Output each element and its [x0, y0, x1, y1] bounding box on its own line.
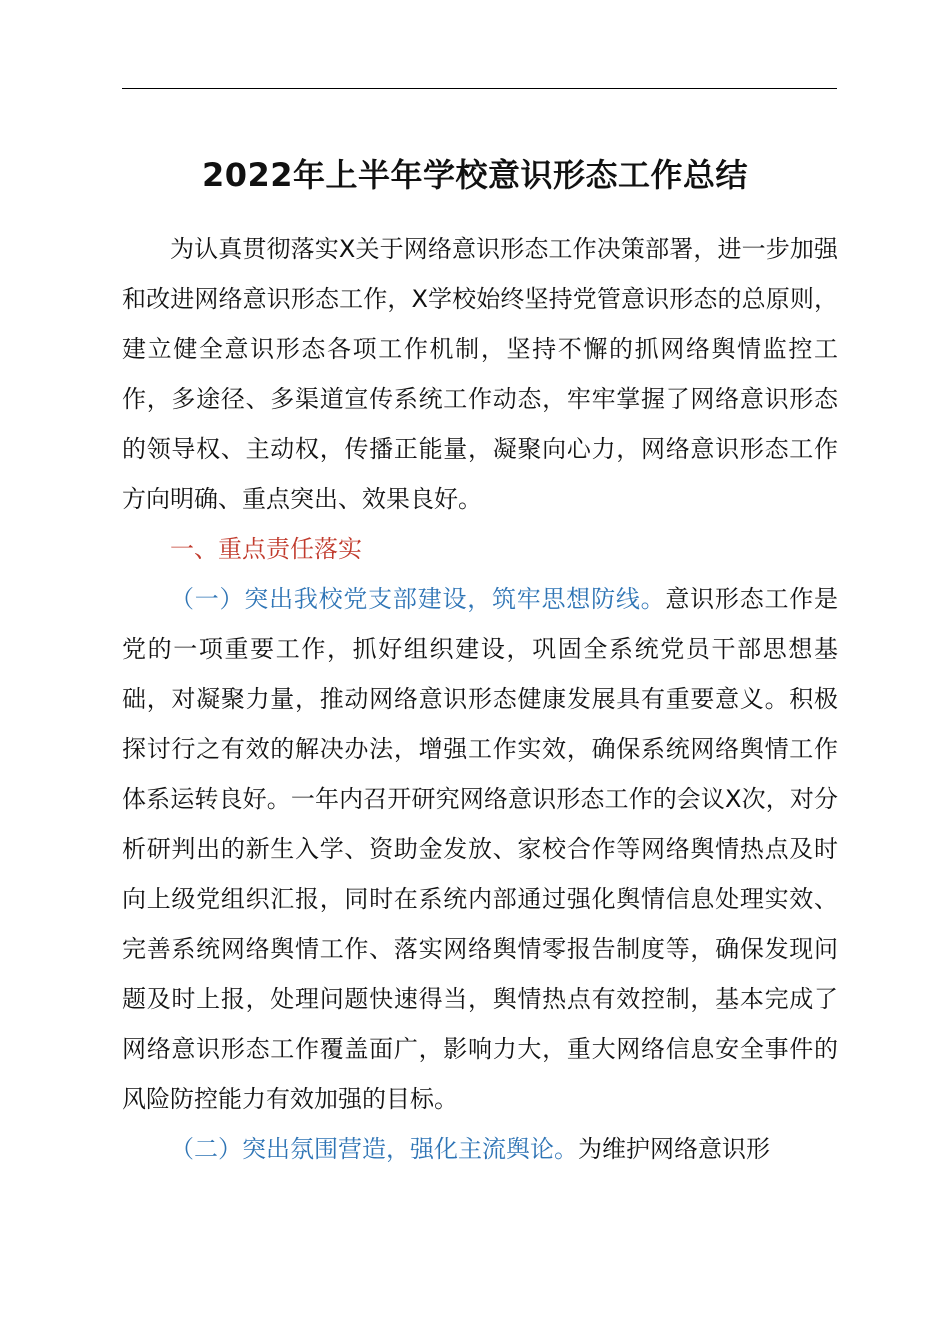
- header-rule: [122, 88, 837, 89]
- subsection-1-paragraph: [122, 574, 838, 1124]
- subsection-heading-1: （一）突出我校党支部建设，筑牢思想防线。: [170, 585, 666, 613]
- intro-paragraph: 为认真贯彻落实X关于网络意识形态工作决策部署，进一步加强和改进网络意识形态工作，X学校始终坚持党管意识形态的总原则，建立健全意识形态各项工作机制，坚持不懈的抓网络舆情监控工作，多途径、多渠道宣传系统工作动态，牢牢掌握了网络意识形态的领导权、主动权，传播正能量，凝聚向心力，网络意识形态工作方向明确、重点突出、效果良好。: [122, 235, 838, 513]
- subsection-1-text: 意识形态工作是党的一项重要工作，抓好组织建设，巩固全系统党员干部思想基础，对凝聚力量，推动网络意识形态健康发展具有重要意义。积极探讨行之有效的解决办法，增强工作实效，确保系统网络舆情工作体系运转良好。一年内召开研究网络意识形态工作的会议X次，对分析研判出的新生入学、资助金发放、家校合作等网络舆情热点及时向上级党组织汇报，同时在系统内部通过强化舆情信息处理实效、完善系统网络舆情工作、落实网络舆情零报告制度等，确保发现问题及时上报，处理问题快速得当，舆情热点有效控制，基本完成了网络意识形态工作覆盖面广，影响力大，重大网络信息安全事件的风险防控能力有效加强的目标。: [122, 585, 839, 1113]
- document-title: 2022年上半年学校意识形态工作总结: [201, 156, 749, 194]
- document-body: [122, 224, 838, 1174]
- subsection-2-text: 为维护网络意识形: [578, 1135, 770, 1163]
- section-heading-1: 一、重点责任落实: [170, 535, 362, 563]
- subsection-2-paragraph: [122, 1124, 838, 1174]
- subsection-heading-2: （二）突出氛围营造，强化主流舆论。: [170, 1135, 578, 1163]
